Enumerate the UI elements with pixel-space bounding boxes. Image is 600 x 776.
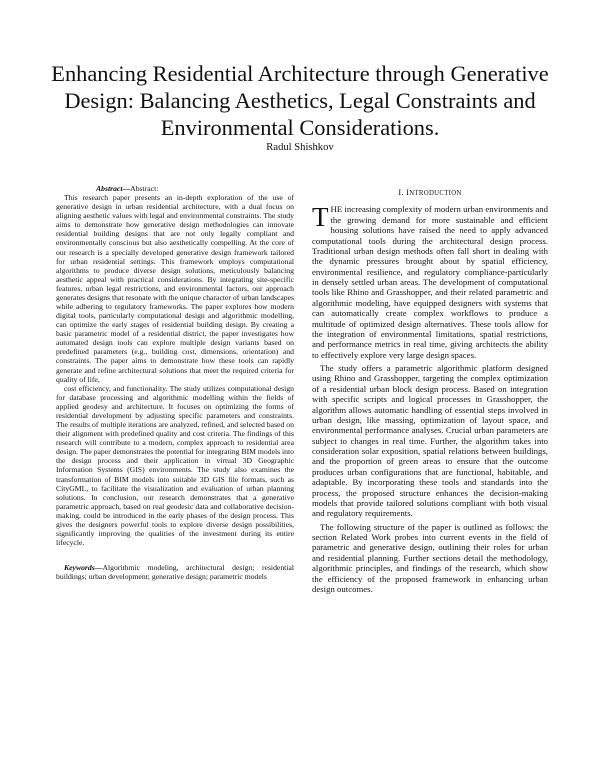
intro-caps: HE [330,204,343,215]
right-column [312,188,548,594]
paper-title: Enhancing Residential Architecture through Generative Design: Balancing Aesthetics, Legal Constraints and Environmental Considerations. [51,61,549,140]
introduction-paragraph-3: The following structure of the paper is outlined as follows: the section Related Work probes into current events in the field of parametric and generative design, outlining their roles for urban and residential planning. Further sections detail the methodology, algorithmic principles, and findings of the research, which show the efficiency of the proposed framework in enhancing urban design outcomes. [312,521,548,594]
abstract-section [56,184,294,547]
introduction-paragraph-2: The study offers a parametric algorithmic platform designed using Rhino and Grasshopper, targeting the complex optimization of a residential urban block design process. Based on integration with specific scripts and logical processes in Grasshopper, the algorithm allows automatic handling of essential steps involved in urban design, like massing, optimization of layout space, and environmental performance analyses. Crucial urban parameters are subject to changes in real time. Further, the algorithm takes into consideration solar exposition, spatial relations between buildings, and the proportion of green areas to ensure that the outcome produces urban configurations that are functional, habitable, and adaptable. By incorporating these tools and standards into the process, the proposed structure enhances the decision-making models that provide tailored solutions compliant with both visual and regulatory requirements. [312,363,548,519]
abstract-paragraph-1 [56,184,294,384]
abstract-heading: Abstract— [96,184,131,193]
keywords-text: Algorithmic modeling, architectural design; residential buildings; urban development; generative design; parametric models [56,563,294,582]
keywords-heading: Keywords— [64,563,103,573]
introduction-paragraph-1 [312,204,548,360]
left-column [56,184,294,581]
introduction-heading: I. INTRODUCTION [398,188,462,197]
keywords-section [56,563,294,581]
author-name: Radul Shishkov [266,142,334,153]
intro-text: increasing complexity of modern urban environments and the growing demand for more sustainable and efficient housing solutions have raised the need to apply advanced computational tools during the architectural design process. Traditional urban design methods often fall short in dealing with the dynamic pressures brought about by spatial efficiency, environmental resilience, and regulatory compliance-particularly in densely settled urban areas. The development of computational tools like Rhino and Grasshopper, and their related parametric and algorithmic modeling, have equipped designers with systems that can automatically create complex workflows to produce a multitude of optimized design alternatives. These tools allow for the integration of environmental limitations, spatial restrictions, and performance metrics in real time, giving architects the ability to effectively explore very large design spaces. [312,204,548,360]
abstract-paragraph-2: cost efficiency, and functionality. The study utilizes computational design for database processing and algorithmic modelling within the fields of applied geodesy and architecture. It focuses on optimizing the forms of residential development by adjusting specific parameters and constraints. The results of multiple iterations are analyzed, refined, and selected based on their alignment with predefined quality and cost criteria. The findings of this research will contribute to a modern, complex approach to residential area design. The paper demonstrates the potential for integrating BIM models into the design process and their application in virtual 3D Geographic Information Systems (GIS) environments. The study also examines the transformation of BIM models into suitable 3D GIS file formats, such as CityGML, to facilitate the visualization and evaluation of urban planning solutions. In conclusion, our research demonstrates that a generative parametric approach, based on real geodesic data and collaborative decision-making, could be introduced in the early phases of the design process. This gives the designers powerful tools to explore diverse design possibilities, significantly improving the qualities of the investment during its entire lifecycle. [56,383,294,548]
abstract-paragraph-1-text: This research paper presents an in-depth exploration of the use of generative design in urban residential architecture, with a dual focus on aligning aesthetic values with legal and environmental constraints. The study aims to demonstrate how generative design methodologies can innovate residential building designs that are not only legally compliant and environmentally conscious but also aesthetically compelling. At the core of our research is a specially developed generative design framework tailored for urban residential settings. This framework employs computational algorithms to produce diverse design solutions, meticulously balancing aesthetic appeal with practical considerations. By integrating site-specific features, urban legal restrictions, and environmental factors, our approach generates designs that resonate with the unique character of urban landscapes while adhering to regulatory frameworks. The paper explores how modern digital tools, particularly computational design and algorithmic modelling, can optimize the early stages of residential building design. By creating a basic parametric model of a residential district, the paper investigates how automated design tools can explore multiple design variants based on predefined parameters (e.g., building cost, dimensions, orientation) and constraints. The paper aims to demonstrate how these tools can rapidly generate and refine architectural solutions that meet the required criteria for quality of life, [56,193,294,384]
abstract-lead: Abstract: [130,184,159,193]
dropcap-letter: T [312,202,329,233]
